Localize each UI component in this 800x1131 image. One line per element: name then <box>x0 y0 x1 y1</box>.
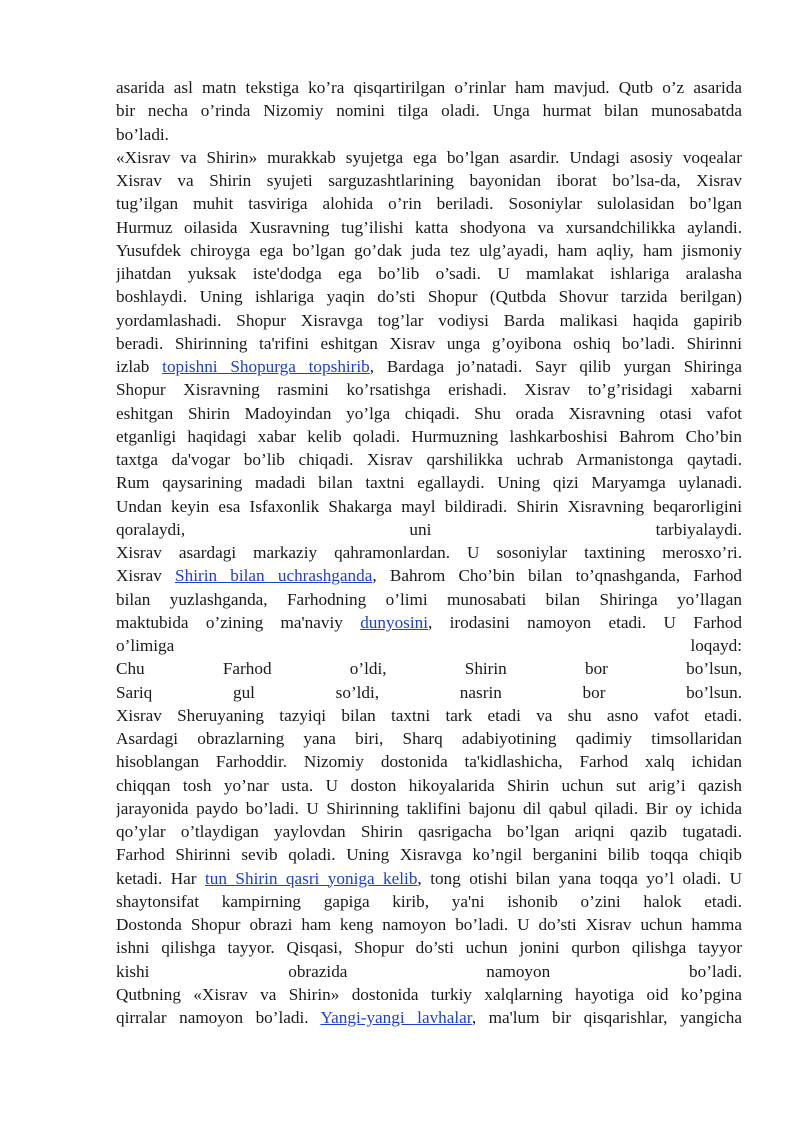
text-segment: bir necha o’rinda Nizomiy nomini tilga oladi. Unga hurmat bilan munosabatda <box>116 101 742 121</box>
text-segment: , Bardaga jo’natadi. Sayr qilib yurgan Shiringa <box>369 357 742 376</box>
text-line <box>116 471 742 494</box>
text-line <box>116 913 742 936</box>
text-line <box>116 216 742 239</box>
text-segment: hisoblangan Farhoddir. Nizomiy dostonida ta'kidlashicha, Farhod xalq ichidan <box>116 752 742 772</box>
inline-link[interactable]: Shirin bilan uchrashganda <box>175 566 373 586</box>
text-segment: ketadi. Har <box>116 868 205 888</box>
text-line <box>116 169 742 192</box>
text-line <box>116 843 742 866</box>
text-segment: asarida asl matn tekstiga ko’ra qisqartirilgan o’rinlar ham mavjud. Qutb o’z asarida <box>116 78 742 97</box>
text-segment: Yusufdek chiroyga ega bo’lgan go’dak juda tez ulg’ayadi, ham aqliy, ham jismoniy <box>116 240 742 260</box>
text-segment: shaytonsifat kampirning gapiga kirib, ya'ni ishonib o’zini halok etadi. <box>116 891 742 911</box>
text-line <box>116 867 742 890</box>
text-segment: etganligi haqidagi xabar kelib qoladi. Hurmuzning lashkarboshisi Bahrom Cho’bin <box>116 426 742 446</box>
text-line <box>116 495 742 518</box>
text-line <box>116 1006 742 1029</box>
text-segment: jihatdan yuksak iste'dodga ega bo’lib o’sadi. U mamlakat ishlariga aralasha <box>116 264 742 283</box>
text-segment: o’limiga loqayd: <box>116 636 742 655</box>
text-segment: , irodasini namoyon etadi. U Farhod <box>428 612 742 632</box>
text-segment: Xisrav <box>116 566 176 586</box>
text-segment: qo’ylar o’tlaydigan yaylovdan Shirin qasrigacha bo’lgan ariqni qazib tugatadi. <box>116 822 742 841</box>
text-segment: Hurmuz oilasida Xusravning tug’ilishi katta shodyona va xursandchilikka aylandi. <box>116 217 742 237</box>
text-line <box>116 750 742 773</box>
text-segment: qoralaydi, uni tarbiyalaydi. <box>116 519 742 539</box>
text-segment: kishi obrazida namoyon bo’ladi. <box>116 961 742 981</box>
text-segment: Rum qaysarining madadi bilan taxtni egallaydi. Uning qizi Maryamga uylanadi. <box>116 473 742 493</box>
text-segment: Shopur Xisravning rasmini ko’rsatishga erishadi. Xisrav to’g’risidagi xabarni <box>116 380 742 400</box>
text-line <box>116 378 742 401</box>
text-segment: bo’ladi. <box>116 124 169 144</box>
text-line <box>116 448 742 471</box>
text-segment: Xisrav Sheruyaning tazyiqi bilan taxtni tark etadi va shu asno vafot etadi. <box>116 705 742 725</box>
text-line <box>116 960 742 983</box>
text-segment: tug’ilgan muhit tasviriga alohida o’rin beriladi. Sosoniylar sulolasidan bo’lgan <box>116 194 742 214</box>
text-line <box>116 564 742 587</box>
text-line <box>116 355 742 378</box>
text-line <box>116 425 742 448</box>
text-line <box>116 332 742 355</box>
text-segment: Farhod Shirinni sevib qoladi. Uning Xisravga ko’ngil berganini bilib toqqa chiqib <box>116 845 742 865</box>
text-segment: jarayonida paydo bo’ladi. U Shirinning taklifini bajonu dil qabul qiladi. Bir oy ichida <box>116 798 742 818</box>
text-line <box>116 239 742 262</box>
text-line <box>116 704 742 727</box>
text-line <box>116 309 742 332</box>
text-segment: bilan yuzlashganda, Farhodning o’limi munosabati bilan Shiringa yo’llagan <box>116 589 742 609</box>
text-segment: Qutbning «Xisrav va Shirin» dostonida turkiy xalqlarning hayotiga oid ko’pgina <box>116 984 742 1004</box>
document-page <box>116 76 742 1029</box>
text-segment: Asardagi obrazlarning yana biri, Sharq adabiyotining qadimiy timsollaridan <box>116 729 742 748</box>
text-line <box>116 936 742 959</box>
text-segment: boshlaydi. Uning ishlariga yaqin do’sti Shopur (Qutbda Shovur tarzida berilgan) <box>116 287 742 307</box>
text-line <box>116 727 742 750</box>
text-line <box>116 518 742 541</box>
text-segment: Chu Farhod o’ldi, Shirin bor bo’lsun, <box>116 659 742 679</box>
text-line <box>116 890 742 913</box>
text-segment: Xisrav va Shirin syujeti sarguzashtlarining bayonidan iborat bo’lsa-da, Xisrav <box>116 171 742 190</box>
text-segment: yordamlashadi. Shopur Xisravga tog’lar vodiysi Barda malikasi haqida gapirib <box>116 310 742 330</box>
text-segment: maktubida o’zining ma'naviy <box>116 612 361 632</box>
inline-link[interactable]: tun Shirin qasri yoniga kelib <box>205 868 418 888</box>
text-line <box>116 797 742 820</box>
text-line <box>116 541 742 564</box>
text-segment: Undan keyin esa Isfaxonlik Shakarga mayl bildiradi. Shirin Xisravning beqarorligini <box>116 496 742 516</box>
text-segment: «Xisrav va Shirin» murakkab syujetga ega bo’lgan asardir. Undagi asosiy voqealar <box>116 147 742 167</box>
text-segment: izlab <box>116 357 163 376</box>
text-line <box>116 76 742 99</box>
text-segment: , tong otishi bilan yana toqqa yo’l oladi. U <box>417 868 742 888</box>
text-line <box>116 99 742 122</box>
text-line <box>116 146 742 169</box>
text-segment: , Bahrom Cho’bin bilan to’qnashganda, Farhod <box>372 566 742 586</box>
text-line <box>116 123 742 146</box>
text-segment: , ma'lum bir qisqarishlar, yangicha <box>471 1008 742 1027</box>
text-segment: beradi. Shirinning ta'rifini eshitgan Xisrav unga g’oyibona oshiq bo’ladi. Shirinni <box>116 333 742 353</box>
inline-link[interactable]: dunyosini <box>360 612 428 632</box>
text-segment: Xisrav asardagi markaziy qahramonlardan. U sosoniylar taxtining merosxo’ri. <box>116 543 742 562</box>
text-line <box>116 285 742 308</box>
text-segment: Sariq gul so’ldi, nasrin bor bo’lsun. <box>116 682 742 702</box>
text-segment: qirralar namoyon bo’ladi. <box>116 1008 321 1027</box>
text-line <box>116 983 742 1006</box>
text-line <box>116 657 742 680</box>
text-line <box>116 681 742 704</box>
inline-link[interactable]: topishni Shopurga topshirib <box>162 357 370 376</box>
text-line <box>116 611 742 634</box>
text-line <box>116 192 742 215</box>
text-line <box>116 634 742 657</box>
text-segment: Dostonda Shopur obrazi ham keng namoyon bo’ladi. U do’sti Xisrav uchun hamma <box>116 915 742 934</box>
text-line <box>116 402 742 425</box>
text-line <box>116 774 742 797</box>
text-segment: taxtga da'vogar bo’lib chiqadi. Xisrav qarshilikka uchrab Armanistonga qaytadi. <box>116 450 742 469</box>
text-segment: chiqqan tosh yo’nar usta. U doston hikoyalarida Shirin uchun sut arig’i qazish <box>116 775 742 795</box>
text-line <box>116 588 742 611</box>
text-segment: ishni qilishga tayyor. Qisqasi, Shopur do’sti uchun jonini qurbon qilishga tayyor <box>116 938 742 958</box>
text-line <box>116 262 742 285</box>
text-segment: eshitgan Shirin Madoyindan yo’lga chiqadi. Shu orada Xisravning otasi vafot <box>116 403 742 423</box>
inline-link[interactable]: Yangi-yangi lavhalar <box>320 1008 472 1027</box>
text-line <box>116 820 742 843</box>
